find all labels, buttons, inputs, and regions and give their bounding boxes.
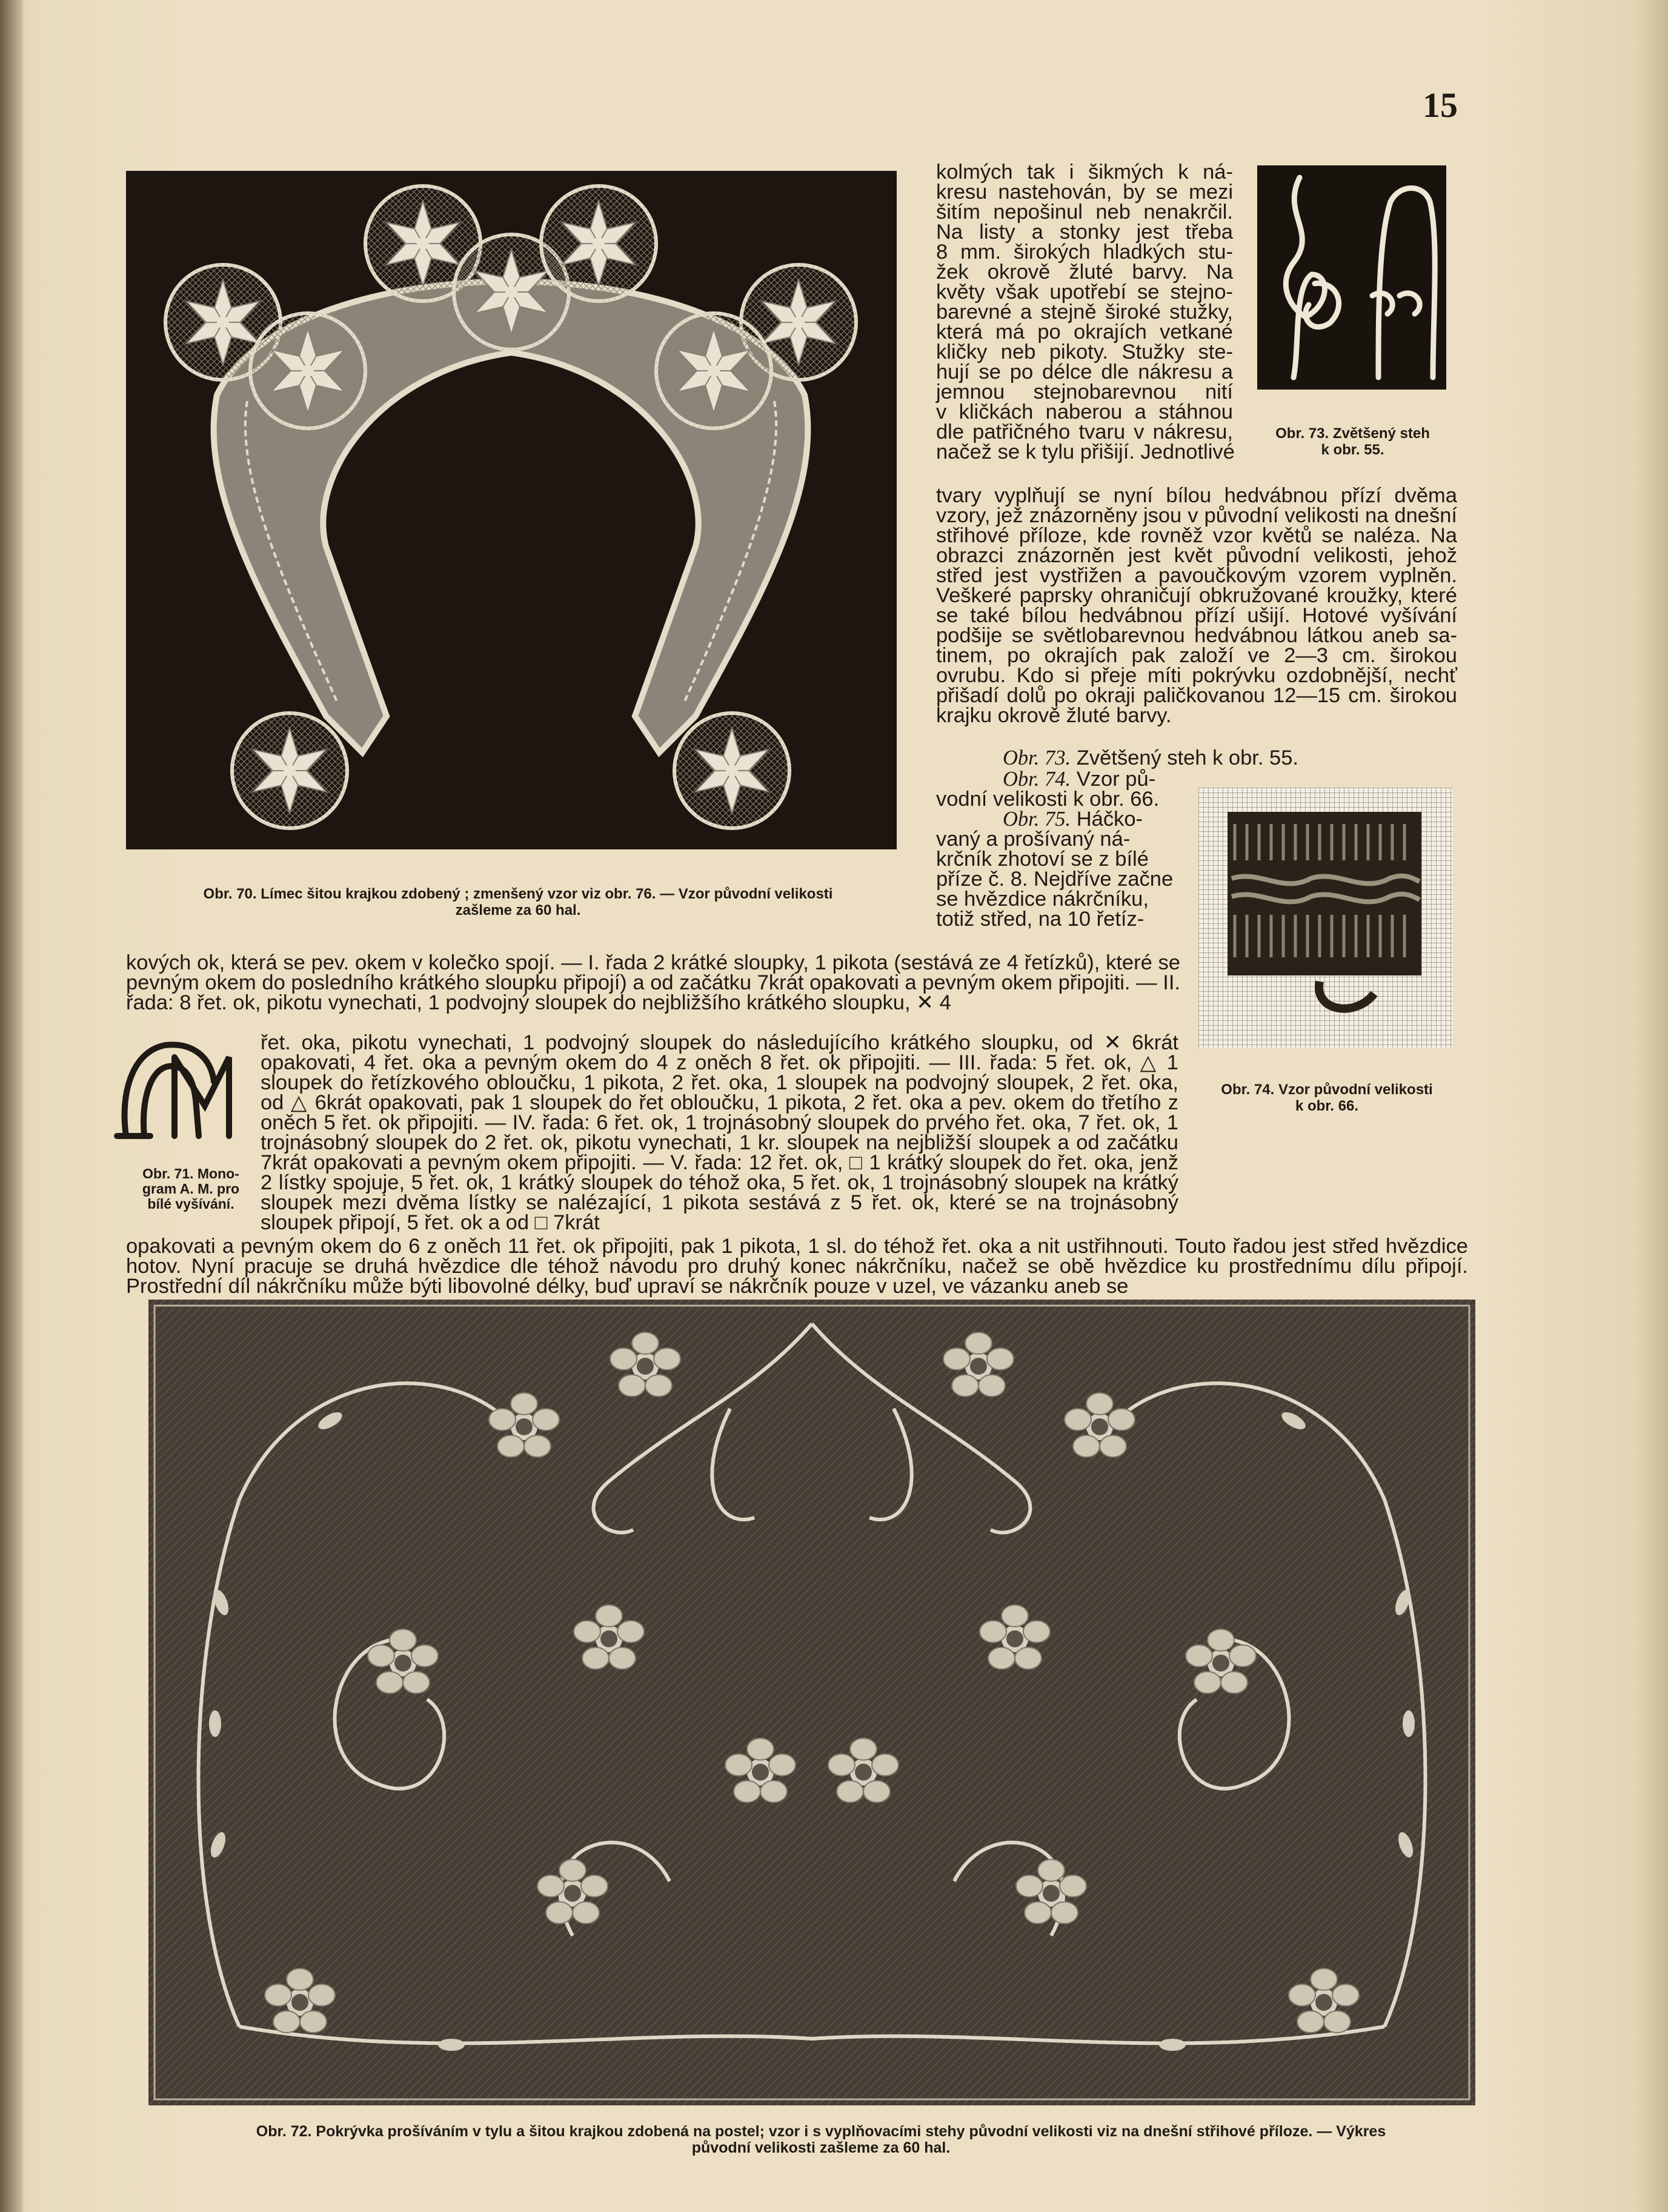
obr75-line: příze č. 8. Nejdříve začne bbox=[936, 868, 1174, 891]
figure-70-caption-line-1: Obr. 70. Límec šitou krajkou zdobený ; zmenšený vzor viz obr. 76. — Vzor původní velikosti bbox=[203, 886, 833, 902]
figure-74-pattern bbox=[1198, 788, 1453, 1048]
text-column-right-line: šitím nepošinul neb nenakrčil. bbox=[936, 201, 1233, 224]
page-spine bbox=[0, 0, 23, 2212]
figure-74-caption-line-1: Obr. 74. Vzor původní velikosti bbox=[1221, 1081, 1433, 1098]
text-column-right bbox=[936, 162, 1233, 462]
figure-73-caption bbox=[1248, 425, 1457, 458]
text-paragraph-main-2 bbox=[126, 1237, 1468, 1297]
obr75-text: Háčko- bbox=[1071, 808, 1143, 831]
figure-73-stitch bbox=[1257, 165, 1446, 390]
figure-71-caption-line-1: Obr. 71. Mono- bbox=[142, 1166, 239, 1181]
page-number: 15 bbox=[1423, 85, 1458, 125]
obr75-line: vaný a prošívaný ná- bbox=[936, 828, 1131, 851]
text-column-right-line: kolmých tak i šikmých k ná- bbox=[936, 161, 1233, 184]
text-column-right-line: v kličkách naberou a stáhnou bbox=[936, 400, 1233, 423]
obr74-ref: Obr. 74. bbox=[1003, 768, 1071, 791]
text-column-right-line: kličky neb pikoty. Stužky ste- bbox=[936, 340, 1233, 364]
figure-74-caption bbox=[1197, 1081, 1457, 1114]
figure-71-caption-line-3: bílé vyšívání. bbox=[147, 1196, 234, 1212]
stitch-illustration bbox=[1257, 165, 1446, 390]
figure-70-lace-collar bbox=[126, 171, 897, 849]
paragraph-main-2: opakovati a pevným okem do 6 z oněch 11 řet. ok připojiti, pak 1 pikota, 1 sl. do téhož řet. oka a nit ustřihnouti. Touto řadou jest střed hvězdice hotov. Nyní pracuje se druhá hvězdice dle téhož návodu pro druhý konec nákrčníku, načež se obě hvězdice ku prostřednímu dílu připojí. Prostřední díl nákrčníku může býti libovolné délky, buď upraví se nákrčník pouze v uzel, ve vázanku aneb se bbox=[126, 1235, 1468, 1298]
obr73-ref: Obr. 73. bbox=[1003, 746, 1071, 769]
figure-74-caption-line-2: k obr. 66. bbox=[1295, 1098, 1359, 1114]
obr75-line: totiž střed, na 10 řetíz- bbox=[936, 908, 1145, 931]
text-paragraph-upper bbox=[936, 486, 1457, 726]
text-column-right-line: 8 mm. širokých hladkých stu- bbox=[936, 241, 1233, 264]
text-column-right-line: barevné a stejně široké stužky, bbox=[936, 301, 1233, 324]
text-column-right-line: dle patřičného tvaru v nákresu, bbox=[936, 420, 1233, 443]
figure-70-caption bbox=[127, 886, 909, 918]
figure-72-bedspread bbox=[148, 1300, 1475, 2105]
bedspread-illustration bbox=[148, 1300, 1475, 2105]
monogram-illustration bbox=[108, 1033, 235, 1154]
figure-71-caption-line-2: gram A. M. pro bbox=[142, 1181, 240, 1197]
text-column-right-line: květy však upotřebí se stejno- bbox=[936, 281, 1233, 304]
obr74-text: Vzor pů- bbox=[1071, 768, 1156, 791]
text-column-right-line: která má po okrajích vetkané bbox=[936, 321, 1233, 344]
text-column-right-line: hují se po délce dle nákresu a bbox=[936, 360, 1233, 384]
figure-70-caption-line-2: zašleme za 60 hal. bbox=[455, 902, 581, 918]
text-obr74-75-block bbox=[936, 769, 1191, 929]
figure-72-caption bbox=[167, 2124, 1475, 2156]
obr75-line: krčník zhotoví se z bílé bbox=[936, 848, 1149, 871]
figure-71-caption bbox=[124, 1166, 258, 1212]
obr73-text: Zvětšený steh k obr. 55. bbox=[1071, 746, 1299, 769]
text-column-right-line: žek okrově žluté barvy. Na bbox=[936, 261, 1233, 284]
paragraph-wide: tvary vyplňují se nyní bílou hedvábnou přízí dvěma vzory, jež znázorněny jsou v původní velikosti na dnešní střihové příloze, kde rovněž vzor květů se naléza. Na obrazci znázorněn jest květ původní velikosti, jehož střed jest vystřižen a pavoučkovým vzorem vyplněn. Veškeré paprsky ohraničují obkružované kroužky, které se také bílou hedvábnou přízí ušijí. Hotové vyšívání podšije se světlobarevnou hedvábnou látkou aneb sa-tinem, po okrajích pak založí ve 2—3 cm. širokou ovrubu. Kdo si přeje míti pokrývku ozdobnější, nechť přišadí dolů po okraji paličkovanou 12—15 cm. širokou krajku okrově žluté barvy. bbox=[936, 484, 1457, 727]
figure-72-caption-line-1: Obr. 72. Pokrývka prošíváním v tylu a šitou krajkou zdobená na postel; vzor i s vyplňovacími stehy původní velikosti viz na dnešní střihové příloze. — Výkres bbox=[256, 2123, 1386, 2140]
obr75-lines bbox=[936, 829, 1191, 929]
paragraph-monogram: řet. oka, pikotu vynechati, 1 podvojný sloupek do následujícího krátkého sloupku, od ✕ 6krát opakovati, 4 řet. oka a pevným okem do 4 z oněch 8 řet. ok připojiti. — III. řada: 5 řet. ok, △ 1 sloupek do řetízkového obloučku, 1 pikota, 2 řet. oka, 1 sloupek na podvojný sloupek, 2 řet. oka, od △ 6krát opakovati, pak 1 sloupek do řet obloučku, 1 pikota, 2 řet. oka a pev. okem do třetího z oněch 5 řet. ok připojiti. — IV. řada: 6 řet. ok, 1 trojnásobný sloupek do prvého řet. oka, 7 řet. ok, 1 trojnásobný sloupek do 2 řet. ok, pikotu vynechati, 1 kr. sloupek na nejbližší sloupek a od začátku 7krát opakovati a pevným okem připojiti. — V. řada: 12 řet. ok, □ 1 krátký sloupek do řet. oka, jenž 2 lístky spojuje, 5 řet. ok, 1 krátký sloupek do téhož oka, 5 řet. ok, 1 trojnásobný sloupek na krátký sloupek mezi dvěma lístky se nalézající, 1 pikota sestává z 5 řet. ok, které se na trojnásobný sloupek připojí, 5 řet. ok a od □ 7krát bbox=[261, 1031, 1178, 1234]
figure-73-caption-line-1: Obr. 73. Zvětšený steh bbox=[1275, 425, 1430, 442]
text-column-right-line: Na listy a stonky jest třeba bbox=[936, 221, 1233, 244]
text-column-right-line: jemnou stejnobarevnou nití bbox=[936, 380, 1233, 404]
obr74-line-2: vodní velikosti k obr. 66. bbox=[936, 788, 1160, 811]
figure-72-caption-line-2: původní velikosti zašleme za 60 hal. bbox=[691, 2139, 951, 2156]
obr75-line: se hvězdice nákrčníku, bbox=[936, 888, 1149, 911]
text-obr73-line bbox=[936, 748, 1457, 768]
paragraph-main-1: kových ok, která se pev. okem v kolečko spojí. — I. řada 2 krátké sloupky, 1 pikota (sestává ze 4 řetízků), které se pevným okem do posledního krátkého sloupku připojí) a od začátku 7krát opakovati a pevným okem připojiti. — II. řada: 8 řet. ok, pikotu vynechati, 1 podvojný sloupek do nejbližšího krátkého sloupku, ✕ 4 bbox=[126, 951, 1180, 1014]
text-paragraph-monogram bbox=[261, 1033, 1178, 1233]
pattern-illustration bbox=[1198, 788, 1453, 1048]
text-column-right-line: načež se k tylu přišijí. Jednotlivé bbox=[936, 440, 1235, 463]
figure-71-monogram bbox=[108, 1033, 235, 1154]
text-paragraph-main-1 bbox=[126, 953, 1180, 1013]
text-column-right-line: kresu nastehován, by se mezi bbox=[936, 181, 1233, 204]
collar-illustration bbox=[126, 171, 897, 849]
figure-73-caption-line-2: k obr. 55. bbox=[1321, 442, 1384, 458]
obr75-ref: Obr. 75. bbox=[1003, 808, 1071, 831]
